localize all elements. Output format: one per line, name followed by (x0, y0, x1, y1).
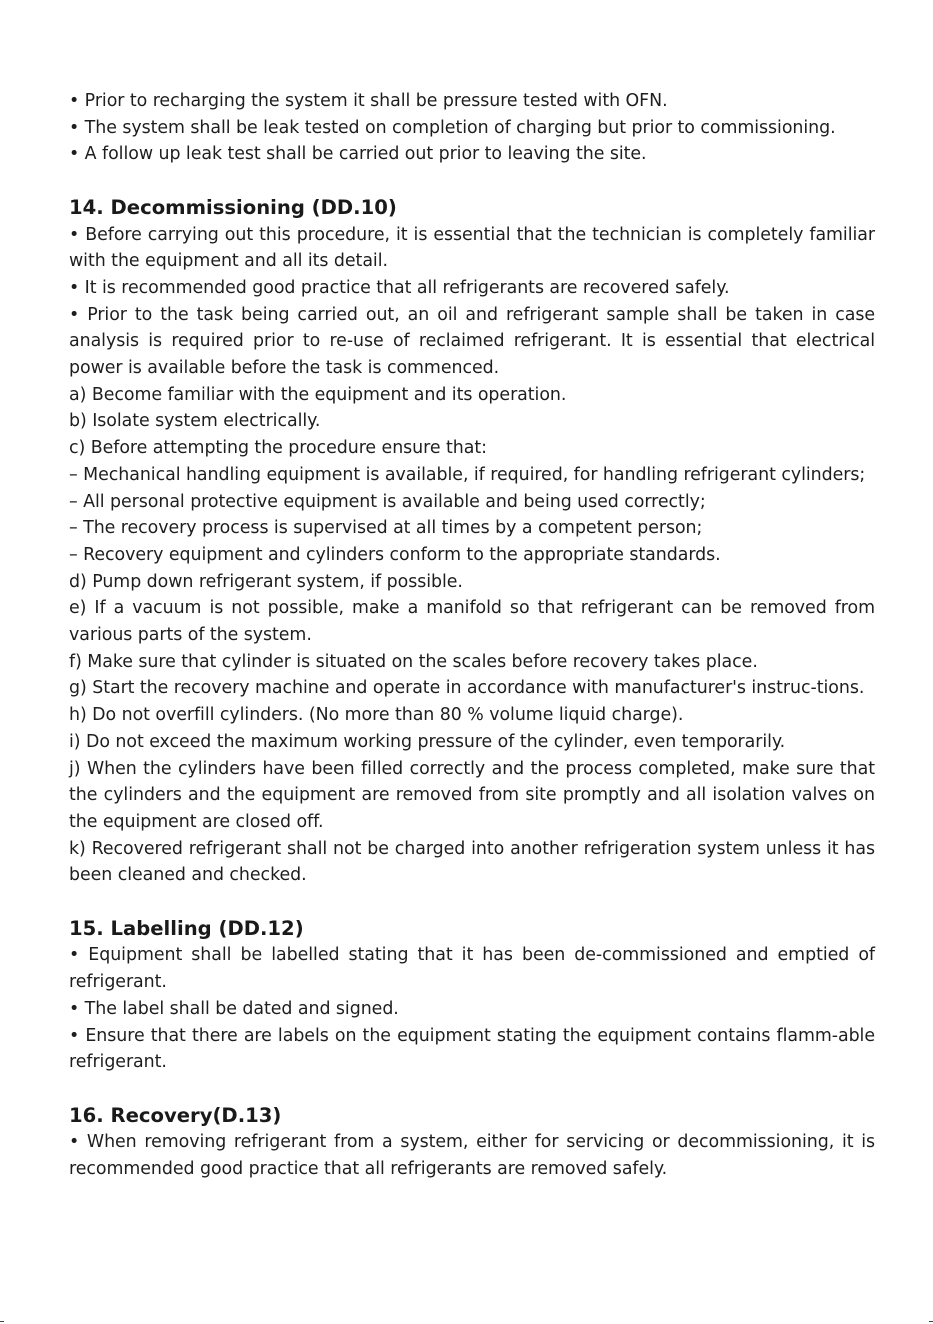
section-14-paragraph-3: • Prior to the task being carried out, an oil and refrigerant sample shall be taken in case analysis is required prior to re-use of reclaimed refrigerant. It is essential that electrical power is available before the task is commenced. (69, 304, 875, 379)
step-e: e) If a vacuum is not possible, make a manifold so that refrigerant can be removed from various parts of the system. (69, 598, 875, 646)
section-gap (69, 1076, 875, 1103)
section-16-paragraph-1: • When removing refrigerant from a system, either for servicing or decommissioning, it is recommended good practice that all refrigerants are removed safely. (69, 1132, 875, 1180)
section-14-paragraph-1: • Before carrying out this procedure, it is essential that the technician is completely familiar with the equipment and all its detail. (69, 224, 875, 272)
section-15-paragraph-3: • Ensure that there are labels on the equipment stating the equipment contains flamm-able refrigerant. (69, 1025, 875, 1073)
step-c: c) Before attempting the procedure ensure that: (69, 438, 487, 459)
section-gap (69, 889, 875, 916)
section-15-paragraph-2: • The label shall be dated and signed. (69, 998, 399, 1019)
section-14-paragraph-2: • It is recommended good practice that all refrigerants are recovered safely. (69, 277, 730, 298)
section-15-heading: 15. Labelling (DD.12) (69, 916, 304, 940)
step-j: j) When the cylinders have been filled correctly and the process completed, make sure that the cylinders and the equipment are removed from site promptly and all isolation valves on the equipment are closed off. (69, 758, 875, 832)
section-16-heading: 16. Recovery(D.13) (69, 1103, 282, 1127)
section-15-paragraph-1: • Equipment shall be labelled stating that it has been de-commissioned and emptied of refrigerant. (69, 945, 875, 993)
step-c-item-2: – All personal protective equipment is available and being used correctly; (69, 491, 706, 512)
step-i: i) Do not exceed the maximum working pressure of the cylinder, even temporarily. (69, 731, 786, 752)
section-14-heading: 14. Decommissioning (DD.10) (69, 195, 397, 219)
step-c-item-3: – The recovery process is supervised at all times by a competent person; (69, 518, 703, 539)
intro-line-2: • The system shall be leak tested on completion of charging but prior to commissioning. (69, 117, 836, 138)
step-b: b) Isolate system electrically. (69, 411, 321, 432)
intro-line-3: • A follow up leak test shall be carried out prior to leaving the site. (69, 144, 647, 165)
step-c-item-4: – Recovery equipment and cylinders conform to the appropriate standards. (69, 544, 721, 565)
step-d: d) Pump down refrigerant system, if possible. (69, 571, 463, 592)
crop-mark-right (929, 1321, 933, 1322)
intro-line-1: • Prior to recharging the system it shall be pressure tested with OFN. (69, 91, 668, 111)
step-g: g) Start the recovery machine and operate in accordance with manufacturer's instruc-tions. (69, 678, 865, 699)
step-h: h) Do not overfill cylinders. (No more than 80 % volume liquid charge). (69, 705, 684, 726)
document-page (69, 88, 875, 1183)
step-f: f) Make sure that cylinder is situated on the scales before recovery takes place. (69, 651, 758, 672)
crop-mark-left (0, 1321, 4, 1322)
step-a: a) Become familiar with the equipment and its operation. (69, 384, 567, 405)
step-k: k) Recovered refrigerant shall not be charged into another refrigeration system unless it has been cleaned and checked. (69, 838, 875, 886)
step-c-item-1: – Mechanical handling equipment is available, if required, for handling refrigerant cylinders; (69, 464, 866, 485)
section-gap (69, 168, 875, 195)
